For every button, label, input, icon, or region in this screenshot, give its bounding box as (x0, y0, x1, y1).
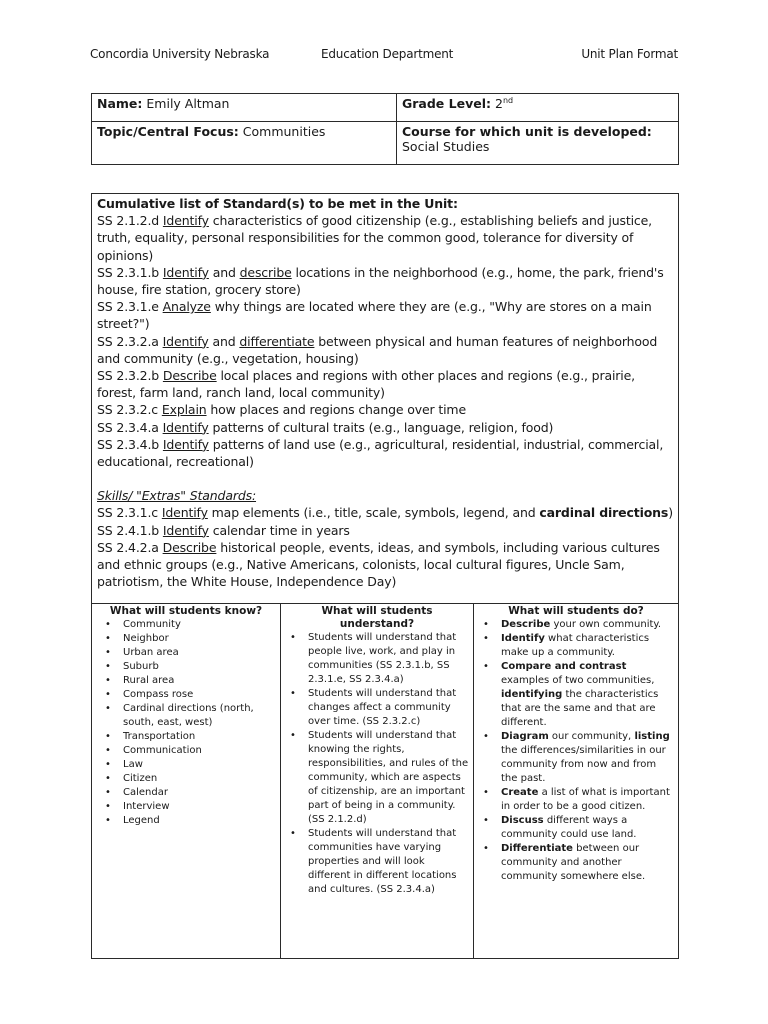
name-value: Emily Altman (146, 96, 230, 111)
do-list (478, 618, 674, 884)
do-item-verb: Compare and contrast (501, 661, 627, 672)
know-item: • Communication (123, 744, 276, 758)
grade-cell (397, 94, 679, 122)
know-item: • Urban area (123, 646, 276, 660)
understand-item: • Students will understand that people live, work, and play in communities (SS 2.3.1.b, SS 2.3.1.e, SS 2.3.4.a) (308, 631, 469, 687)
standard-item: SS 2.3.2.a Identify and differentiate between physical and human features of neighborhood and community (e.g., vegetation, housing) (97, 333, 658, 366)
name-label: Name: (97, 96, 143, 111)
do-item-verb: Differentiate (501, 843, 573, 854)
skill-item: SS 2.3.1.c Identify map elements (i.e., title, scale, symbols, legend, and cardinal directions) (97, 505, 673, 521)
do-item-text: our community, (551, 731, 632, 742)
know-item: • Suburb (123, 660, 276, 674)
do-item (501, 660, 674, 730)
do-item-text: what characteristics make up a community. (501, 633, 650, 658)
do-item-verb: Describe (501, 619, 551, 630)
do-item-text: your own community. (553, 619, 662, 630)
standard-item: SS 2.1.2.d Identify characteristics of good citizenship (e.g., establishing beliefs and justice, truth, equality, personal responsibilities for the common good, tolerance for diversity of opinions) (97, 213, 652, 263)
do-item-verb: Identify (501, 633, 545, 644)
do-item-text: the characteristics that are the same and that are different. (501, 689, 659, 728)
course-label: Course for which unit is developed: (402, 124, 652, 139)
topic-value: Communities (242, 124, 326, 139)
understand-item: • Students will understand that knowing the rights, responsibilities, and rules of the community, which are aspects of citizenship, are an important part of being in a community. (SS 2.1.2.d) (308, 729, 469, 827)
know-item: • Interview (123, 800, 276, 814)
do-item-verb: Discuss (501, 815, 544, 826)
skill-item: SS 2.4.2.a Describe historical people, events, ideas, and symbols, including various cultures and ethnic groups (e.g., Native Americans, colonists, local cultural figures, Uncle Sam, patriotism, the White House, Independence Day) (97, 539, 660, 590)
know-item: • Community (123, 618, 276, 632)
standard-item: SS 2.3.4.a Identify patterns of cultural traits (e.g., language, religion, food) (97, 419, 554, 435)
skill-item: SS 2.4.1.b Identify calendar time in years (97, 522, 350, 538)
know-column (92, 604, 281, 958)
do-item-text: between our community and another community somewhere else. (501, 843, 646, 882)
do-column (474, 604, 678, 958)
do-item-verb: listing (634, 731, 670, 742)
info-table (91, 93, 679, 165)
standard-item: SS 2.3.2.c Explain how places and regions change over time (97, 402, 466, 418)
topic-label: Topic/Central Focus: (97, 124, 239, 139)
standards-box (91, 193, 679, 604)
do-item (501, 814, 674, 842)
do-item (501, 730, 674, 786)
standard-item: SS 2.3.1.e Analyze why things are located where they are (e.g., "Why are stores on a main street?") (97, 299, 652, 332)
understand-title: What will students understand? (321, 605, 433, 630)
grade-suffix: nd (502, 96, 514, 105)
course-cell (397, 122, 679, 165)
know-item: • Transportation (123, 730, 276, 744)
do-item-text: the differences/similarities in our community from now and from the past. (501, 745, 666, 784)
do-title: What will students do? (508, 605, 644, 617)
topic-cell (92, 122, 397, 165)
standards-title: Cumulative list of Standard(s) to be met in the Unit: (97, 196, 458, 211)
header-university: Concordia University Nebraska (90, 47, 270, 61)
name-cell (92, 94, 397, 122)
do-item-verb: identifying (501, 689, 563, 700)
skills-title: Skills/ "Extras" Standards: (97, 488, 257, 504)
know-item: • Rural area (123, 674, 276, 688)
do-item-verb: Create (501, 787, 539, 798)
header-department: Education Department (321, 47, 454, 61)
do-item (501, 842, 674, 884)
grade-label: Grade Level: (402, 96, 491, 112)
know-title: What will students know? (109, 605, 263, 617)
understand-item: • Students will understand that changes affect a community over time. (SS 2.3.2.c) (308, 687, 469, 729)
do-item (501, 632, 674, 660)
do-item (501, 786, 674, 814)
standard-item: SS 2.3.4.b Identify patterns of land use (e.g., agricultural, residential, industrial, commercial, educational, recreational) (97, 436, 664, 470)
standard-item: SS 2.3.1.b Identify and describe locations in the neighborhood (e.g., home, the park, friend's house, fire station, grocery store) (97, 264, 664, 298)
do-item-text: different ways a community could use land. (501, 815, 637, 840)
grade-value: 2 (494, 96, 503, 112)
do-item (501, 618, 674, 632)
know-list (96, 618, 276, 828)
objectives-table (91, 603, 679, 959)
standard-item: SS 2.3.2.b Describe local places and regions with other places and regions (e.g., prairie, forest, farm land, ranch land, local community) (97, 368, 635, 401)
know-item: • Neighbor (123, 632, 276, 646)
know-item: • Calendar (123, 786, 276, 800)
header-format: Unit Plan Format (581, 47, 678, 61)
do-item-text: a list of what is important in order to be a good citizen. (501, 787, 670, 812)
know-item: • Law (123, 758, 276, 772)
understand-item: • Students will understand that communities have varying properties and will look different in different locations and cultures. (SS 2.3.4.a) (308, 827, 469, 897)
understand-column (281, 604, 474, 958)
course-value: Social Studies (402, 139, 490, 154)
understand-list (285, 631, 469, 897)
know-item: • Legend (123, 814, 276, 828)
know-item: • Compass rose (123, 688, 276, 702)
spacer (97, 470, 673, 487)
do-item-verb: Diagram (501, 731, 549, 742)
know-item: • Cardinal directions (north, south, east, west) (123, 702, 276, 730)
do-item-text: examples of two communities, (501, 675, 655, 686)
know-item: • Citizen (123, 772, 276, 786)
